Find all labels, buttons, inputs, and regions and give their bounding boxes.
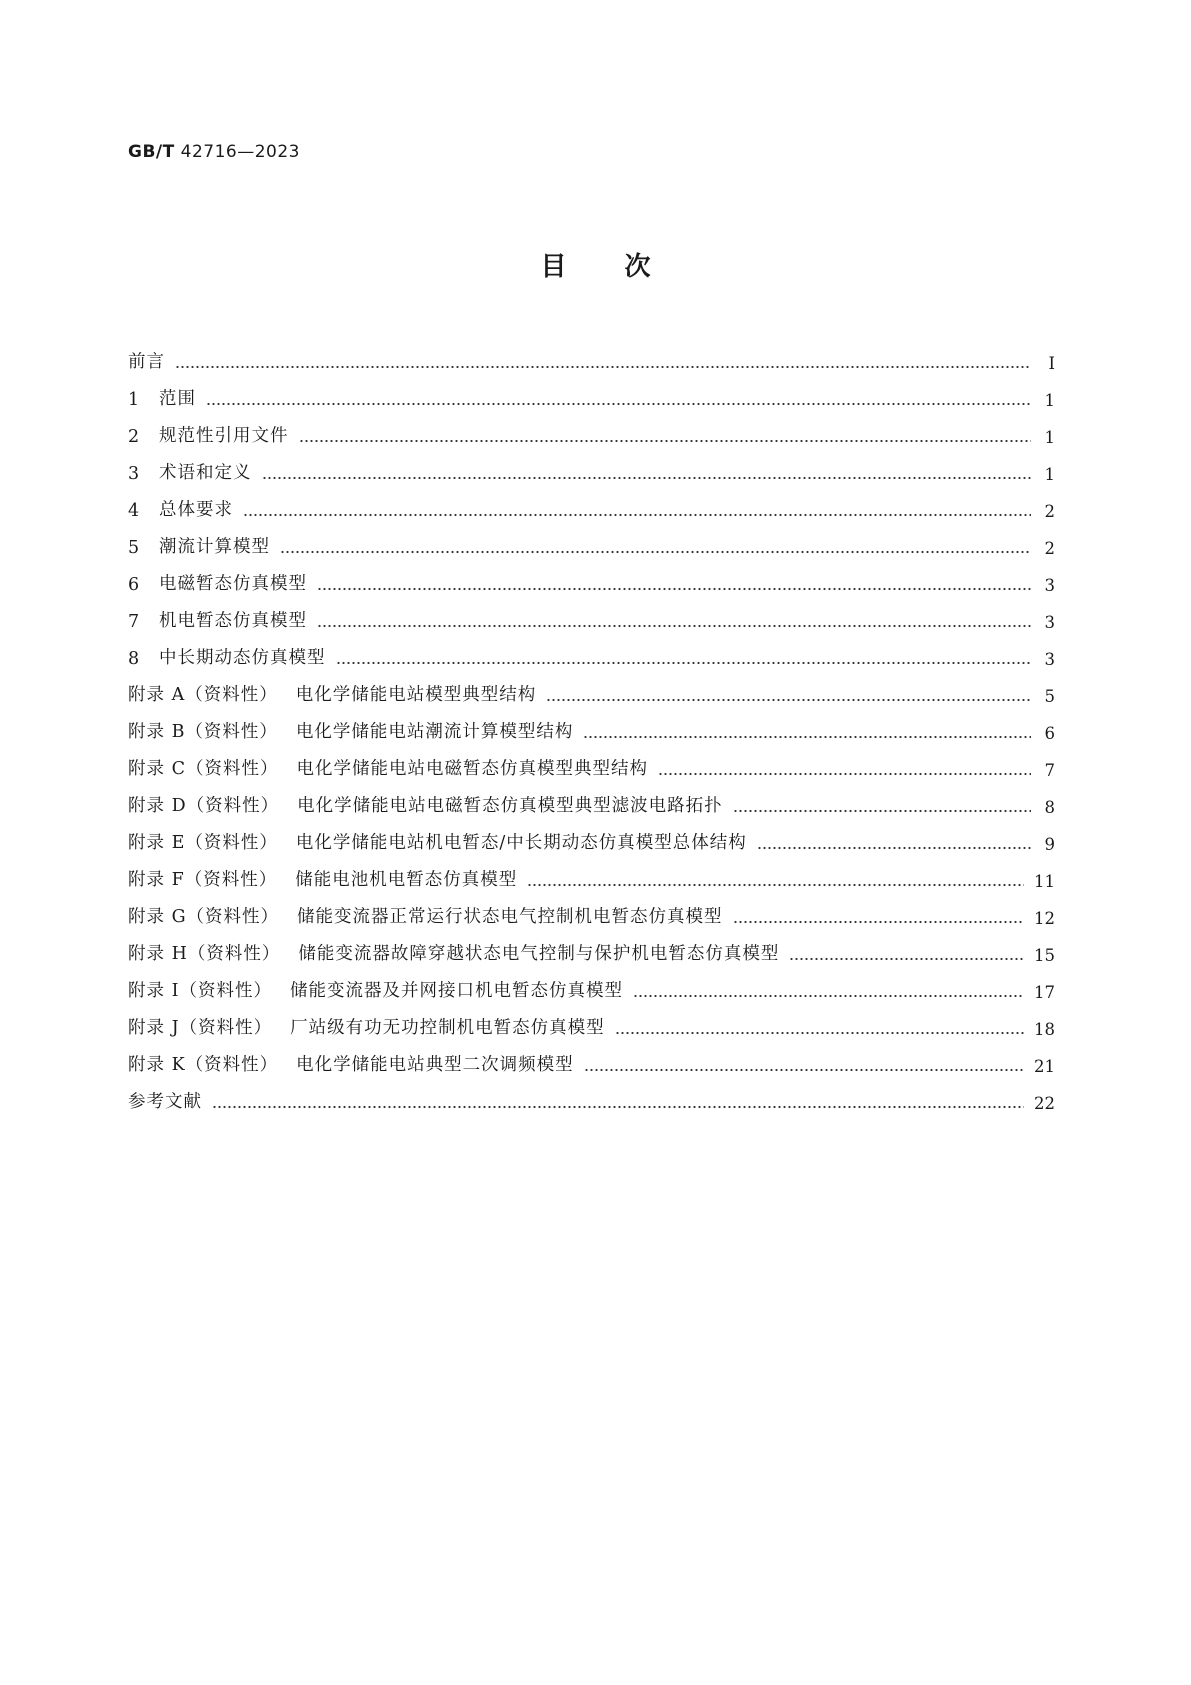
toc-entry-page: 3 <box>1044 650 1055 669</box>
toc-entry-label: 前言 <box>128 352 165 372</box>
toc-annex-prefix: 附录 H（资料性） <box>128 944 281 964</box>
toc-entry-8[interactable] <box>128 632 1055 669</box>
toc-entry-3[interactable] <box>128 447 1055 484</box>
toc-entry-page: Ⅰ <box>1048 354 1055 373</box>
toc-leader-dots <box>733 809 1031 813</box>
toc-entry-annex-b[interactable] <box>128 706 1055 743</box>
toc-entry-page: 6 <box>1044 724 1055 743</box>
toc-entry-number: 5 <box>128 538 140 558</box>
toc-entry-page: 18 <box>1034 1020 1055 1039</box>
toc-entry-page: 17 <box>1034 983 1055 1002</box>
toc-entry-page: 15 <box>1034 946 1055 965</box>
toc-entry-label: 潮流计算模型 <box>159 537 270 557</box>
toc-annex-prefix: 附录 B（资料性） <box>128 722 278 742</box>
toc-leader-dots <box>317 624 1031 628</box>
toc-entry-label: 电化学储能电站电磁暂态仿真模型典型结构 <box>296 759 648 779</box>
toc-entry-annex-a[interactable] <box>128 669 1055 706</box>
toc-leader-dots <box>583 735 1031 739</box>
toc-annex-prefix: 附录 A（资料性） <box>128 685 278 705</box>
toc-leader-dots <box>733 920 1024 924</box>
toc-annex-prefix: 附录 C（资料性） <box>128 759 279 779</box>
toc-entry-number: 7 <box>128 612 140 632</box>
toc-annex-prefix: 附录 E（资料性） <box>128 833 278 853</box>
toc-entry-label: 规范性引用文件 <box>159 426 289 446</box>
toc-entry-annex-j[interactable] <box>128 1002 1055 1039</box>
toc-entry-preface[interactable] <box>128 336 1055 373</box>
toc-entry-5[interactable] <box>128 521 1055 558</box>
toc-entry-page: 1 <box>1044 428 1055 447</box>
standard-number: 42716—2023 <box>180 142 300 162</box>
toc-entry-label: 电化学储能电站机电暂态/中长期动态仿真模型总体结构 <box>295 833 747 853</box>
toc-leader-dots <box>262 476 1032 480</box>
toc-entry-label: 范围 <box>159 389 196 409</box>
toc-entry-label: 电化学储能电站电磁暂态仿真模型典型滤波电路拓扑 <box>297 796 723 816</box>
toc-entry-1[interactable] <box>128 373 1055 410</box>
toc-annex-prefix: 附录 D（资料性） <box>128 796 280 816</box>
standard-code <box>128 142 300 162</box>
toc-leader-dots <box>336 661 1032 665</box>
toc-entry-page: 11 <box>1034 872 1055 891</box>
toc-leader-dots <box>317 587 1031 591</box>
toc-entry-label: 参考文献 <box>128 1092 202 1112</box>
toc-entry-page: 9 <box>1044 835 1055 854</box>
toc-entry-label: 电化学储能电站潮流计算模型结构 <box>295 722 574 742</box>
toc-leader-dots <box>658 772 1031 776</box>
toc-entry-label: 中长期动态仿真模型 <box>159 648 326 668</box>
toc-leader-dots <box>280 550 1031 554</box>
toc-entry-annex-e[interactable] <box>128 817 1055 854</box>
toc-entry-label: 电磁暂态仿真模型 <box>159 574 307 594</box>
toc-entry-number: 8 <box>128 649 140 669</box>
toc-entry-label: 机电暂态仿真模型 <box>159 611 307 631</box>
toc-entry-label: 储能变流器正常运行状态电气控制机电暂态仿真模型 <box>297 907 723 927</box>
toc-entry-label: 总体要求 <box>159 500 233 520</box>
standard-prefix: GB/T <box>128 142 175 162</box>
toc-entry-annex-g[interactable] <box>128 891 1055 928</box>
toc-annex-prefix: 附录 J（资料性） <box>128 1018 273 1038</box>
toc-entry-number: 6 <box>128 575 140 595</box>
toc-annex-prefix: 附录 K（资料性） <box>128 1055 279 1075</box>
toc-entry-page: 22 <box>1034 1094 1055 1113</box>
toc-entry-annex-c[interactable] <box>128 743 1055 780</box>
toc-entry-page: 1 <box>1044 465 1055 484</box>
toc-entry-page: 2 <box>1044 502 1055 521</box>
toc-leader-dots <box>789 957 1024 961</box>
toc-entry-page: 21 <box>1034 1057 1055 1076</box>
toc-leader-dots <box>757 846 1031 850</box>
toc-leader-dots <box>206 402 1031 406</box>
toc-entry-page: 3 <box>1044 613 1055 632</box>
toc-annex-prefix: 附录 I（资料性） <box>128 981 272 1001</box>
toc-entry-page: 7 <box>1044 761 1055 780</box>
toc-entry-2[interactable] <box>128 410 1055 447</box>
toc-entry-page: 2 <box>1044 539 1055 558</box>
toc-entry-label: 储能电池机电暂态仿真模型 <box>295 870 518 890</box>
toc-entry-page: 3 <box>1044 576 1055 595</box>
toc-entry-page: 12 <box>1034 909 1055 928</box>
page-title: 目次 <box>540 252 709 282</box>
toc-entry-annex-d[interactable] <box>128 780 1055 817</box>
toc-leader-dots <box>584 1068 1024 1072</box>
toc-entry-number: 1 <box>128 390 140 410</box>
toc-entry-7[interactable] <box>128 595 1055 632</box>
toc-leader-dots <box>175 365 1031 369</box>
toc-leader-dots <box>299 439 1032 443</box>
toc-leader-dots <box>527 883 1024 887</box>
toc-entry-label: 厂站级有功无功控制机电暂态仿真模型 <box>290 1018 605 1038</box>
toc-entry-annex-h[interactable] <box>128 928 1055 965</box>
toc-leader-dots <box>615 1031 1024 1035</box>
toc-entry-4[interactable] <box>128 484 1055 521</box>
toc-entry-annex-f[interactable] <box>128 854 1055 891</box>
toc-entry-references[interactable] <box>128 1076 1055 1113</box>
toc-leader-dots <box>633 994 1024 998</box>
toc-annex-prefix: 附录 F（资料性） <box>128 870 278 890</box>
toc-entry-label: 储能变流器故障穿越状态电气控制与保护机电暂态仿真模型 <box>298 944 780 964</box>
toc-entry-page: 1 <box>1044 391 1055 410</box>
toc-entry-page: 8 <box>1044 798 1055 817</box>
toc-entry-annex-i[interactable] <box>128 965 1055 1002</box>
toc-annex-prefix: 附录 G（资料性） <box>128 907 280 927</box>
toc-entry-label: 术语和定义 <box>159 463 252 483</box>
toc-leader-dots <box>243 513 1031 517</box>
toc-entry-number: 3 <box>128 464 140 484</box>
toc-entry-label: 电化学储能电站模型典型结构 <box>295 685 537 705</box>
toc-entry-6[interactable] <box>128 558 1055 595</box>
toc-leader-dots <box>212 1105 1024 1109</box>
toc-entry-annex-k[interactable] <box>128 1039 1055 1076</box>
toc-leader-dots <box>546 698 1031 702</box>
table-of-contents <box>128 336 1055 1113</box>
toc-entry-number: 4 <box>128 501 140 521</box>
toc-entry-label: 电化学储能电站典型二次调频模型 <box>296 1055 574 1075</box>
toc-entry-number: 2 <box>128 427 140 447</box>
toc-entry-page: 5 <box>1044 687 1055 706</box>
toc-entry-label: 储能变流器及并网接口机电暂态仿真模型 <box>289 981 623 1001</box>
